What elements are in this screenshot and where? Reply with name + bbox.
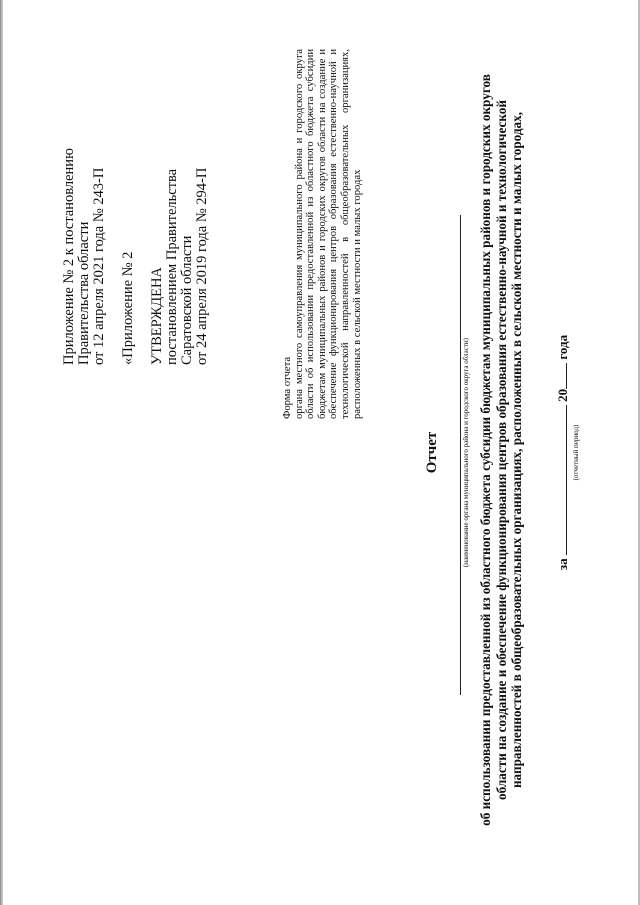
period-blank [566, 405, 567, 555]
appendix-line-2: Правительства области [76, 221, 92, 365]
form-text: органа местного самоуправления муниципального района и городского округа области об использовании предоставленной из областного бюджета субсидии бюджетам муниципальных районов и городских округов области на создание и обеспечение функционирования центров образования естественно-научной и технологической направленностей в общеобразовательных организациях, расположенных в сельской местности и малых городах [293, 49, 363, 419]
appendix-line-8: от 24 апреля 2019 года № 294-П [194, 167, 210, 365]
period-prefix: за [555, 558, 570, 571]
appendix-line-1: Приложение № 2 к постановлению [61, 148, 77, 365]
year-blank [566, 363, 567, 389]
period-caption: (отчетный период) [572, 424, 580, 481]
form-description [282, 49, 363, 419]
report-subject: об использовании предоставленной из областного бюджета субсидии бюджетам муниципальных районов и городских округов области на создание и обеспечение функционирования центров образования естественно-научной и технологической направленностей в общеобразовательных организациях, расположенных в сельской местности и малых городах, [478, 74, 524, 826]
form-title: Форма отчета [282, 356, 293, 419]
organ-name-line [460, 215, 461, 695]
report-title: Отчет [424, 431, 440, 474]
appendix-header [62, 15, 210, 365]
appendix-line-4: «Приложение № 2 [120, 251, 136, 365]
report-period [555, 0, 571, 905]
appendix-line-3: от 12 апреля 2021 года № 243-П [91, 167, 107, 365]
appendix-line-6: постановлением Правительства [164, 168, 180, 365]
appendix-line-7: Саратовской области [179, 235, 195, 365]
approved-label: УТВЕРЖДЕНА [149, 267, 165, 365]
period-year: 20 [555, 388, 570, 402]
organ-name-caption: (наименование органа муниципального района и городского округа области) [462, 337, 470, 568]
period-suffix: года [555, 334, 570, 360]
